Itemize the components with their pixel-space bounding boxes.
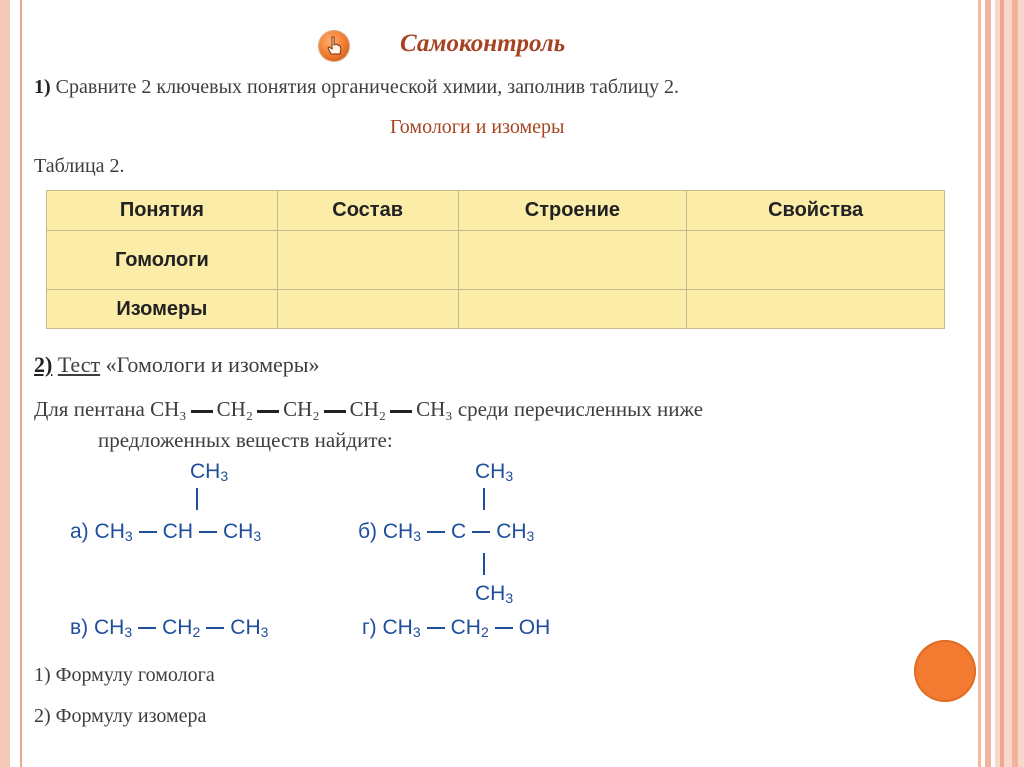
table-header-cell: Строение — [458, 191, 687, 231]
page-title: Самоконтроль — [400, 30, 566, 57]
option-g-label: г) — [362, 616, 377, 639]
option-b-top-group: $CH_3$ — [475, 460, 514, 484]
formula-group: CH — [162, 520, 194, 543]
option-a-vertical-bond — [196, 488, 198, 510]
table-row-label: Гомологи — [47, 231, 278, 290]
option-g-formula[interactable] — [362, 616, 550, 640]
concepts-table — [46, 190, 945, 329]
formula-group: $CH_2$ — [450, 616, 489, 640]
task2-test-title: «Гомологи и изомеры» — [105, 352, 320, 377]
formula-group: OH — [518, 616, 551, 639]
table-header-row — [47, 191, 945, 231]
option-b-label: б) — [358, 520, 378, 543]
pentane-line — [34, 397, 703, 422]
option-b-vertical-bond-bottom — [483, 553, 485, 575]
formula-group: CH₃ — [150, 397, 187, 421]
bond-dash — [427, 531, 445, 533]
pentane-formula — [150, 397, 458, 421]
option-b-vertical-bond-top — [483, 488, 485, 510]
bond-dash — [257, 410, 279, 413]
formula-group: $CH_3$ — [382, 520, 422, 544]
task1-number: 1) — [34, 76, 51, 98]
formula-group: $CH_3$ — [94, 520, 133, 544]
find-instruction: предложенных веществ найдите: — [98, 428, 393, 452]
table-cell[interactable] — [458, 290, 687, 329]
formula-group: CH₂ — [283, 397, 320, 421]
pentane-suffix: среди перечисленных ниже — [457, 397, 704, 421]
option-a-label: а) — [70, 520, 89, 543]
table-cell[interactable] — [277, 231, 458, 290]
formula-group: $CH_3$ — [94, 616, 133, 640]
bond-dash — [139, 531, 157, 533]
option-v-label: в) — [70, 616, 89, 639]
table-header-cell: Состав — [277, 191, 458, 231]
option-b-formula[interactable] — [358, 520, 534, 544]
option-a-formula[interactable] — [70, 520, 261, 544]
right-stripe-4 — [1012, 0, 1018, 767]
table-cell[interactable] — [687, 290, 945, 329]
bond-dash — [138, 627, 156, 629]
task1-subtitle: Гомологи и изомеры — [390, 116, 565, 138]
orange-circle-decoration — [914, 640, 976, 702]
formula-group: $CH_3$ — [496, 520, 535, 544]
bond-dash — [324, 410, 346, 413]
left-frame-border — [0, 0, 10, 767]
pentane-prefix: Для пентана — [34, 397, 145, 421]
formula-group: $CH_2$ — [162, 616, 201, 640]
task2-number: 2) — [34, 352, 53, 377]
table-cell[interactable] — [687, 231, 945, 290]
formula-group: $CH_3$ — [230, 616, 269, 640]
bond-dash — [472, 531, 490, 533]
right-stripe-2 — [985, 0, 991, 767]
formula-group: CH₂ — [349, 397, 387, 421]
formula-group: $CH_3$ — [223, 520, 262, 544]
task1-text — [34, 76, 679, 99]
table-header-cell: Свойства — [687, 191, 945, 231]
formula-group: $CH_3$ — [382, 616, 421, 640]
bond-dash — [427, 627, 445, 629]
option-a-top-group: $CH_3$ — [190, 460, 229, 484]
option-v-formula[interactable] — [70, 616, 268, 640]
table-row — [47, 290, 945, 329]
task1-body: Сравните 2 ключевых понятия органической химии, заполнив таблицу 2. — [55, 76, 679, 98]
right-stripe-3 — [1000, 0, 1004, 767]
task2-test-word: Тест — [57, 352, 101, 377]
answer-isomer: 2) Формулу изомера — [34, 705, 207, 727]
bond-dash — [191, 410, 213, 413]
formula-group: CH₃ — [416, 397, 453, 421]
formula-group: CH₂ — [216, 397, 254, 421]
task2-heading — [34, 352, 320, 378]
formula-group: C — [451, 520, 467, 543]
table-cell[interactable] — [277, 290, 458, 329]
table-row — [47, 231, 945, 290]
bond-dash — [206, 627, 224, 629]
right-stripe-1 — [978, 0, 981, 767]
table-caption: Таблица 2. — [34, 155, 125, 177]
table-row-label: Изомеры — [47, 290, 278, 329]
table-cell[interactable] — [458, 231, 687, 290]
answer-homolog: 1) Формулу гомолога — [34, 664, 215, 686]
bond-dash — [199, 531, 217, 533]
table-header-cell: Понятия — [47, 191, 278, 231]
option-b-bottom-group: $CH_3$ — [475, 582, 514, 606]
bond-dash — [495, 627, 513, 629]
left-frame-line — [20, 0, 22, 767]
bond-dash — [390, 410, 412, 413]
hand-pointer-icon[interactable] — [319, 31, 349, 61]
